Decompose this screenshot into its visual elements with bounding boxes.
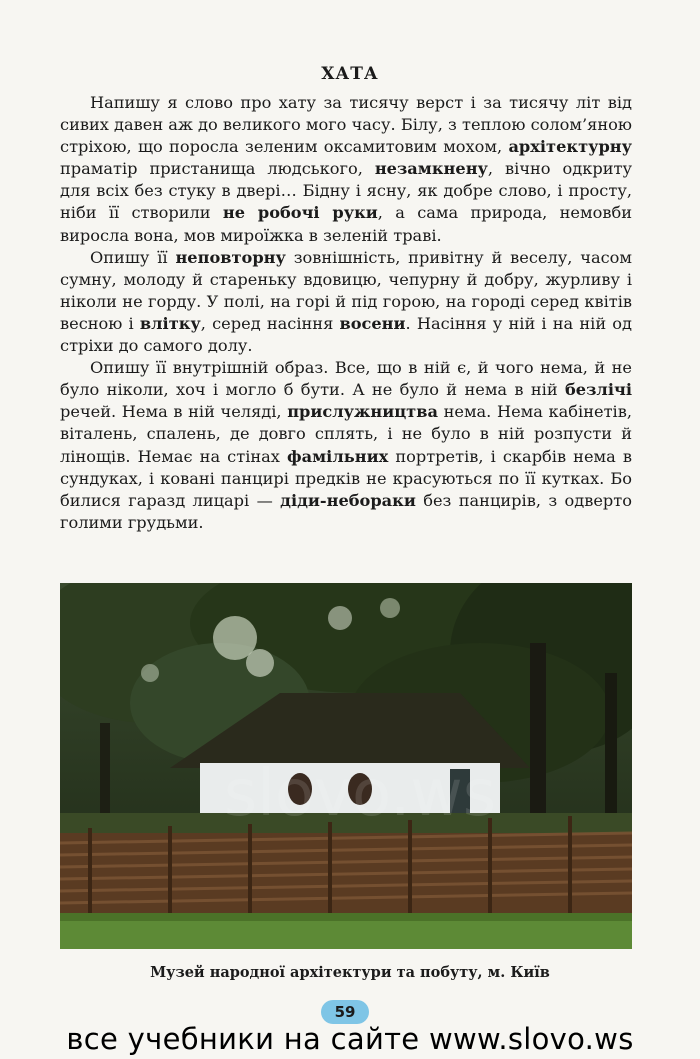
- text-run: , вічно одкриту для всіх без стуку в двері… Бідну і ясну, як добре слово, і просту, ніби її створили: [60, 159, 632, 223]
- museum-house-photo: [60, 583, 632, 949]
- text-run: Опишу її внутрішній образ. Все, що в ній є, й чого нема, й не було ніколи, хоч і могло б бути. А не було й нема в ній: [60, 358, 632, 400]
- text-run: . Насіння у ній і на ній од стріхи до самого долу.: [60, 313, 632, 356]
- body-text: [60, 92, 632, 534]
- text-run: праматір пристанища людського,: [60, 159, 375, 179]
- text-run: , а сама природа, немовби виросла вона, мов мироїжка в зеленій траві.: [60, 203, 632, 245]
- text-run: , серед насіння: [200, 313, 340, 333]
- bold-word: не робочі руки: [222, 203, 378, 223]
- text-run: портретів, і скарбів нема в сундуках, і ковані панцирі предків не красуються по її кутках. Бо билися гаразд лицарі —: [60, 446, 632, 510]
- bold-word: архітектурну: [508, 137, 632, 157]
- bold-word: прислужництва: [287, 402, 438, 422]
- bold-word: незамкнену: [374, 159, 488, 179]
- bold-word: восени: [339, 313, 406, 333]
- photo-watermark: slovo.ws: [223, 757, 497, 831]
- paragraph-1: [60, 92, 632, 247]
- text-run: Напишу я слово про хату за тисячу верст і за тисячу літ від сивих давен аж до великого мого часу. Білу, з теплою солом’яною стріхою, що поросла зеленим оксамитовим мохом,: [60, 93, 632, 157]
- photo-caption: Музей народної архітектури та побуту, м. Київ: [150, 964, 550, 981]
- paragraph-3: [60, 357, 632, 534]
- text-run: речей. Нема в ній челяді,: [60, 402, 288, 422]
- paragraph-2: [60, 247, 632, 357]
- photo-illustration: [60, 583, 632, 949]
- page-number: 59: [321, 1000, 369, 1024]
- bold-word: неповторну: [175, 247, 286, 267]
- bold-word: діди-неборaки: [280, 490, 416, 510]
- bold-word: безлічі: [565, 380, 632, 400]
- text-run: Опишу її: [90, 247, 176, 267]
- text-run: зовнішність, привітну й веселу, часом сумну, молоду й стареньку вдовицю, чепурну й добру, журливу і ніколи не горду. У полі, на горі й під горою, на городі серед квітів весною і: [60, 247, 632, 333]
- bold-word: влітку: [139, 313, 201, 333]
- page-title: ХАТА: [321, 64, 379, 84]
- text-run: без панцирів, з одверто голими грудьми.: [60, 490, 632, 532]
- site-footer-watermark: все учебники на сайте www.slovo.ws: [66, 1022, 634, 1056]
- text-run: нема. Нема кабінетів, віталень, спалень, де довго сплять, і не було в ній розпусти й лінощів. Немає на стінах: [60, 402, 632, 466]
- bold-word: фамільних: [287, 446, 389, 466]
